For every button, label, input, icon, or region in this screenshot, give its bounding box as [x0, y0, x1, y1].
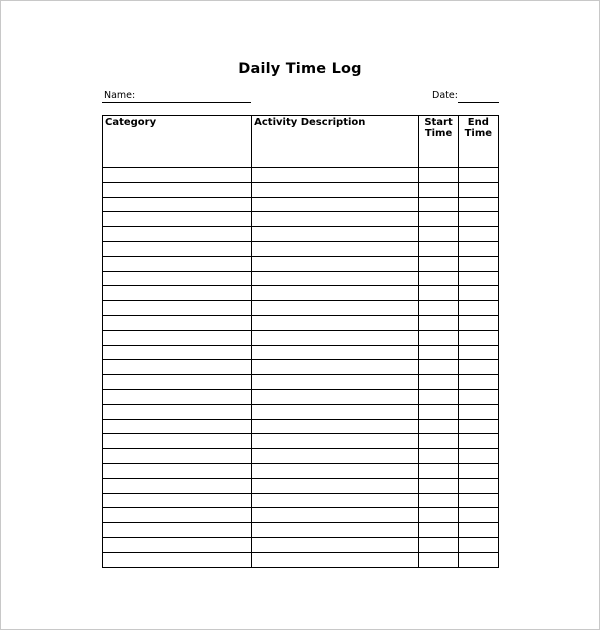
- activity-cell[interactable]: [252, 360, 419, 375]
- name-field-line[interactable]: [102, 102, 251, 103]
- category-cell[interactable]: [103, 286, 252, 301]
- start-time-cell[interactable]: [419, 449, 458, 464]
- start-time-cell[interactable]: [419, 227, 458, 242]
- header-start-time: [419, 116, 458, 168]
- activity-cell[interactable]: [252, 286, 419, 301]
- start-time-cell[interactable]: [419, 315, 458, 330]
- table-row: [103, 478, 499, 493]
- activity-cell[interactable]: [252, 182, 419, 197]
- start-time-cell[interactable]: [419, 523, 458, 538]
- activity-cell[interactable]: [252, 197, 419, 212]
- document-title: Daily Time Log: [238, 61, 362, 77]
- end-time-cell[interactable]: [458, 389, 498, 404]
- start-time-cell[interactable]: [419, 345, 458, 360]
- date-field-line[interactable]: [458, 102, 499, 103]
- start-time-cell[interactable]: [419, 256, 458, 271]
- table-row: [103, 182, 499, 197]
- table-row: [103, 315, 499, 330]
- start-time-cell[interactable]: [419, 286, 458, 301]
- category-cell[interactable]: [103, 168, 252, 183]
- activity-cell[interactable]: [252, 434, 419, 449]
- end-time-cell[interactable]: [458, 241, 498, 256]
- table-row: [103, 389, 499, 404]
- table-row: [103, 345, 499, 360]
- header-end-line1: End: [467, 117, 489, 128]
- start-time-cell[interactable]: [419, 537, 458, 552]
- end-time-cell[interactable]: [458, 523, 498, 538]
- table-row: [103, 227, 499, 242]
- start-time-cell[interactable]: [419, 434, 458, 449]
- header-activity-description: Activity Description: [252, 116, 419, 168]
- category-cell[interactable]: [103, 227, 252, 242]
- category-cell[interactable]: [103, 434, 252, 449]
- start-time-cell[interactable]: [419, 241, 458, 256]
- activity-cell[interactable]: [252, 508, 419, 523]
- end-time-cell[interactable]: [458, 449, 498, 464]
- end-time-cell[interactable]: [458, 256, 498, 271]
- category-cell[interactable]: [103, 493, 252, 508]
- activity-cell[interactable]: [252, 168, 419, 183]
- activity-cell[interactable]: [252, 389, 419, 404]
- header-start-line2: Time: [424, 128, 453, 139]
- category-cell[interactable]: [103, 271, 252, 286]
- table-row: [103, 523, 499, 538]
- category-cell[interactable]: [103, 478, 252, 493]
- start-time-cell[interactable]: [419, 271, 458, 286]
- table-row: [103, 537, 499, 552]
- category-cell[interactable]: [103, 182, 252, 197]
- table-header-row: [103, 116, 499, 168]
- end-time-cell[interactable]: [458, 345, 498, 360]
- activity-cell[interactable]: [252, 271, 419, 286]
- table-row: [103, 256, 499, 271]
- table-row: [103, 508, 499, 523]
- header-category: Category: [103, 116, 252, 168]
- activity-cell[interactable]: [252, 537, 419, 552]
- start-time-cell[interactable]: [419, 182, 458, 197]
- table-row: [103, 449, 499, 464]
- activity-cell[interactable]: [252, 478, 419, 493]
- end-time-cell[interactable]: [458, 301, 498, 316]
- category-cell[interactable]: [103, 360, 252, 375]
- time-log-table: [102, 115, 499, 568]
- table-row: [103, 463, 499, 478]
- activity-cell[interactable]: [252, 419, 419, 434]
- start-time-cell[interactable]: [419, 168, 458, 183]
- start-time-cell[interactable]: [419, 552, 458, 567]
- start-time-cell[interactable]: [419, 419, 458, 434]
- end-time-cell[interactable]: [458, 552, 498, 567]
- end-time-cell[interactable]: [458, 493, 498, 508]
- table-row: [103, 330, 499, 345]
- table-row: [103, 493, 499, 508]
- start-time-cell[interactable]: [419, 197, 458, 212]
- table-row: [103, 375, 499, 390]
- activity-cell[interactable]: [252, 241, 419, 256]
- end-time-cell[interactable]: [458, 375, 498, 390]
- table-row: [103, 197, 499, 212]
- table-row: [103, 434, 499, 449]
- table-row: [103, 404, 499, 419]
- end-time-cell[interactable]: [458, 182, 498, 197]
- activity-cell[interactable]: [252, 375, 419, 390]
- activity-cell[interactable]: [252, 404, 419, 419]
- activity-cell[interactable]: [252, 227, 419, 242]
- end-time-cell[interactable]: [458, 463, 498, 478]
- header-start-line1: Start: [424, 117, 453, 128]
- start-time-cell[interactable]: [419, 301, 458, 316]
- category-cell[interactable]: [103, 552, 252, 567]
- table-row: [103, 419, 499, 434]
- end-time-cell[interactable]: [458, 212, 498, 227]
- end-time-cell[interactable]: [458, 168, 498, 183]
- category-cell[interactable]: [103, 212, 252, 227]
- name-label: Name:: [104, 90, 136, 101]
- start-time-cell[interactable]: [419, 508, 458, 523]
- activity-cell[interactable]: [252, 449, 419, 464]
- end-time-cell[interactable]: [458, 330, 498, 345]
- activity-cell[interactable]: [252, 330, 419, 345]
- end-time-cell[interactable]: [458, 286, 498, 301]
- end-time-cell[interactable]: [458, 404, 498, 419]
- start-time-cell[interactable]: [419, 360, 458, 375]
- activity-cell[interactable]: [252, 552, 419, 567]
- category-cell[interactable]: [103, 345, 252, 360]
- start-time-cell[interactable]: [419, 389, 458, 404]
- table-row: [103, 552, 499, 567]
- date-label: Date:: [432, 90, 458, 101]
- category-cell[interactable]: [103, 375, 252, 390]
- start-time-cell[interactable]: [419, 212, 458, 227]
- activity-cell[interactable]: [252, 463, 419, 478]
- category-cell[interactable]: [103, 301, 252, 316]
- category-cell[interactable]: [103, 449, 252, 464]
- end-time-cell[interactable]: [458, 537, 498, 552]
- category-cell[interactable]: [103, 508, 252, 523]
- table-row: [103, 271, 499, 286]
- start-time-cell[interactable]: [419, 330, 458, 345]
- header-end-line2: Time: [464, 128, 493, 139]
- category-cell[interactable]: [103, 404, 252, 419]
- category-cell[interactable]: [103, 389, 252, 404]
- end-time-cell[interactable]: [458, 315, 498, 330]
- end-time-cell[interactable]: [458, 434, 498, 449]
- table-row: [103, 212, 499, 227]
- start-time-cell[interactable]: [419, 463, 458, 478]
- start-time-cell[interactable]: [419, 404, 458, 419]
- end-time-cell[interactable]: [458, 360, 498, 375]
- end-time-cell[interactable]: [458, 197, 498, 212]
- activity-cell[interactable]: [252, 301, 419, 316]
- category-cell[interactable]: [103, 256, 252, 271]
- category-cell[interactable]: [103, 241, 252, 256]
- end-time-cell[interactable]: [458, 227, 498, 242]
- activity-cell[interactable]: [252, 523, 419, 538]
- category-cell[interactable]: [103, 315, 252, 330]
- end-time-cell[interactable]: [458, 508, 498, 523]
- category-cell[interactable]: [103, 197, 252, 212]
- category-cell[interactable]: [103, 463, 252, 478]
- start-time-cell[interactable]: [419, 493, 458, 508]
- start-time-cell[interactable]: [419, 375, 458, 390]
- table-row: [103, 360, 499, 375]
- table-row: [103, 241, 499, 256]
- table-body: [103, 168, 499, 568]
- activity-cell[interactable]: [252, 256, 419, 271]
- activity-cell[interactable]: [252, 315, 419, 330]
- table-row: [103, 168, 499, 183]
- table-row: [103, 286, 499, 301]
- activity-cell[interactable]: [252, 212, 419, 227]
- activity-cell[interactable]: [252, 493, 419, 508]
- end-time-cell[interactable]: [458, 271, 498, 286]
- category-cell[interactable]: [103, 523, 252, 538]
- start-time-cell[interactable]: [419, 478, 458, 493]
- header-end-time: [458, 116, 498, 168]
- category-cell[interactable]: [103, 419, 252, 434]
- activity-cell[interactable]: [252, 345, 419, 360]
- category-cell[interactable]: [103, 537, 252, 552]
- table-row: [103, 301, 499, 316]
- end-time-cell[interactable]: [458, 419, 498, 434]
- category-cell[interactable]: [103, 330, 252, 345]
- end-time-cell[interactable]: [458, 478, 498, 493]
